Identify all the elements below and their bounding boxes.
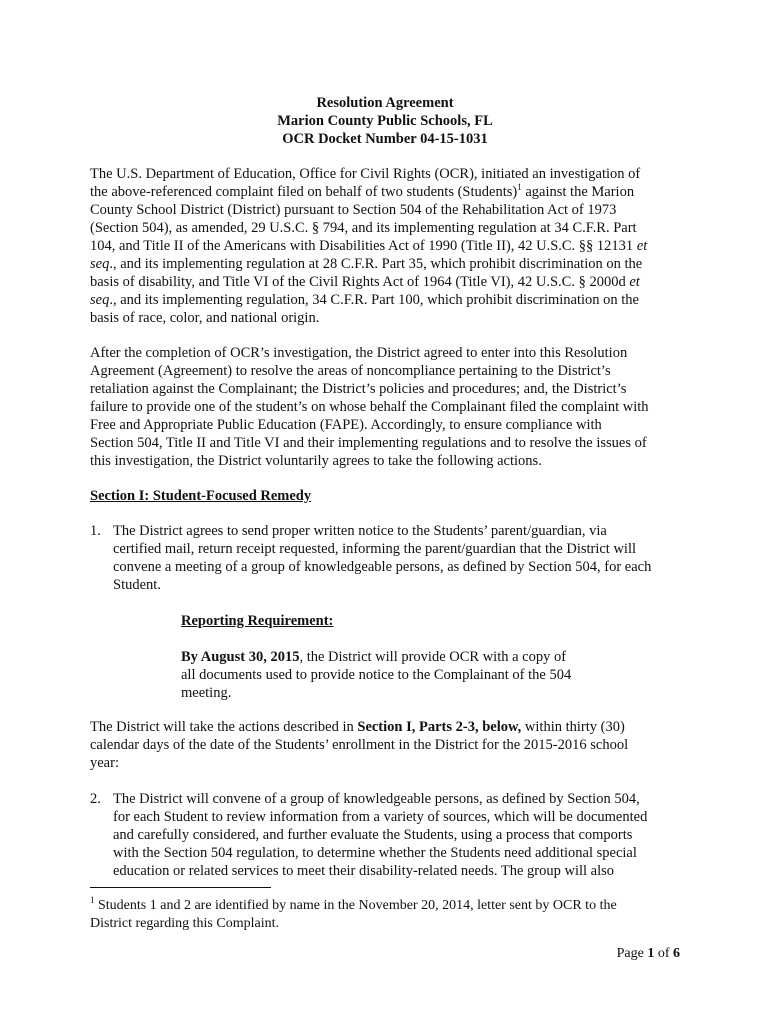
footnote-ref: 1 xyxy=(517,182,522,192)
document-entity: Marion County Public Schools, FL xyxy=(277,113,493,129)
document-title: Resolution Agreement xyxy=(316,95,454,111)
reporting-text: By August 30, 2015, the District will provide OCR with a copy of all documents used to provide notice to the Complainant of the 504 meeting. xyxy=(181,649,572,701)
intro-paragraph: The U.S. Department of Education, Office for Civil Rights (OCR), initiated an investigation of the above-referenced complaint filed on behalf of two students (Students)$^1$ against the Marion County School District (District) pursuant to Section 504 of the Rehabilitation Act of 1973 (Section 504), as amended, 29 U.S.C. § 794, and its implementing regulation at 34 C.F.R. Part 104, and Title II of the Americans with Disabilities Act of 1990 (Title II), 42 U.S.C. §§ 12131 et seq., and its implementing regulation at 28 C.F.R. Part 35, which prohibit discrimination on the basis of disability, and Title VI of the Civil Rights Act of 1964 (Title VI), 42 U.S.C. § 2000d et seq., and its implementing regulation, 34 C.F.R. Part 100, which prohibit discrimination on the basis of race, color, and national origin. xyxy=(90,166,648,326)
item-number: 2. xyxy=(90,791,101,807)
agreement-paragraph: After the completion of OCR’s investigation, the District agreed to enter into this Resolution Agreement (Agreement) to resolve the areas of noncompliance pertaining to the District’s retaliation against the Complainant; the District’s policies and procedures; and, the District’s failure to provide one of the student’s on whose behalf the Complainant filed the complaint with Free and Appropriate Public Education (FAPE). Accordingly, to ensure compliance with Section 504, Title II and Title VI and their implementing regulations and to resolve the issues of this investigation, the District voluntarily agrees to take the following actions. xyxy=(90,345,649,469)
reporting-heading: Reporting Requirement: xyxy=(181,613,334,629)
footnote-divider xyxy=(90,887,271,888)
page-number: Page 1 of 6 xyxy=(616,946,680,961)
item-number: 1. xyxy=(90,523,101,539)
timeline-paragraph: The District will take the actions described in Section I, Parts 2-3, below, within thirty (30) calendar days of the date of the Students’ enrollment in the District for the 2015-2016 school year: xyxy=(90,719,629,771)
footnote-mark: 1 xyxy=(90,895,95,905)
list-item: The District agrees to send proper written notice to the Students’ parent/guardian, via certified mail, return receipt requested, informing the parent/guardian that the District will convene a meeting of a group of knowledgeable persons, as defined by Section 504, for each Student. xyxy=(113,523,652,593)
list-item: The District will convene of a group of knowledgeable persons, as defined by Section 504, for each Student to review information from a variety of sources, which will be documented and carefully considered, and further evaluate the Students, using a process that comports with the Section 504 regulation, to determine whether the Students need additional special education or related services to meet their disability-related needs. The group will also xyxy=(113,791,648,879)
docket-number: OCR Docket Number 04-15-1031 xyxy=(282,131,488,147)
section-heading: Section I: Student-Focused Remedy xyxy=(90,488,312,504)
footnote: $^1$ Students 1 and 2 are identified by name in the November 20, 2014, letter sent by OCR to the District regarding this Complaint. xyxy=(90,895,617,931)
